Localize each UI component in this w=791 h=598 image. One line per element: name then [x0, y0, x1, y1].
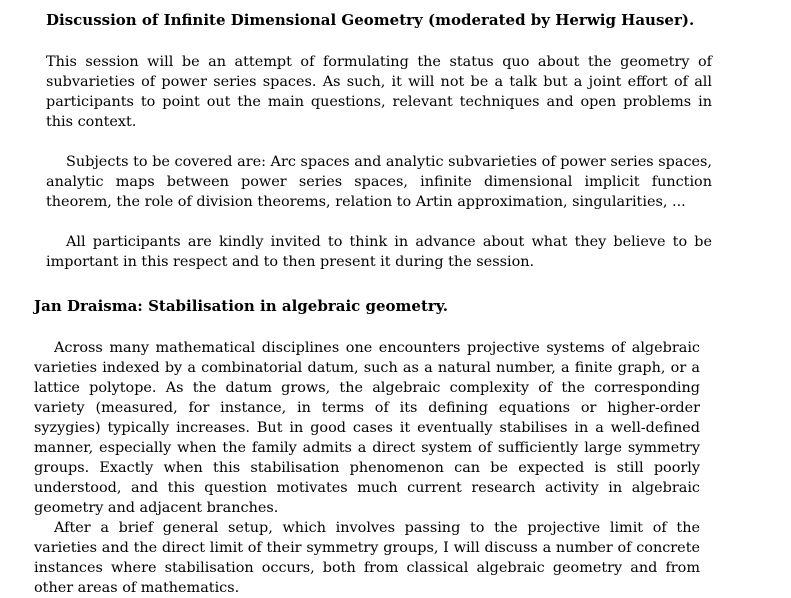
- section-stabilisation: [34, 296, 700, 598]
- section-infinite-dimensional-geometry: [46, 10, 712, 292]
- paragraph: After a brief general setup, which involves passing to the projective limit of the varieties and the direct limit of their symmetry groups, I will discuss a number of concrete instances where stabilisation occurs, both from classical algebraic geometry and from other areas of mathematics.: [34, 520, 700, 596]
- paragraph: All participants are kindly invited to think in advance about what they believe to be important in this respect and to then present it during the session.: [46, 234, 712, 270]
- paragraph: This session will be an attempt of formulating the status quo about the geometry of subvarieties of power series spaces. As such, it will not be a talk but a joint effort of all participants to point out the main questions, relevant techniques and open problems in this context.: [46, 54, 712, 130]
- paragraph: Subjects to be covered are: Arc spaces and analytic subvarieties of power series spaces, analytic maps between power series spaces, infinite dimensional implicit function theorem, the role of division theorems, relation to Artin approximation, singularities, ...: [46, 154, 712, 210]
- section-title: Discussion of Infinite Dimensional Geometry (moderated by Herwig Hauser).: [46, 11, 695, 29]
- section-title: Jan Draisma: Stabilisation in algebraic geometry.: [34, 297, 448, 315]
- paragraph: Across many mathematical disciplines one encounters projective systems of algebraic varieties indexed by a combinatorial datum, such as a natural number, a finite graph, or a lattice polytope. As the datum grows, the algebraic complexity of the corresponding variety (measured, for instance, in terms of its defining equations or higher-order syzygies) typically increases. But in good cases it eventually stabilises in a well-defined manner, especially when the family admits a direct system of sufficiently large symmetry groups. Exactly when this stabilisation phenomenon can be expected is still poorly understood, and this question motivates much current research activity in algebraic geometry and adjacent branches.: [34, 340, 700, 516]
